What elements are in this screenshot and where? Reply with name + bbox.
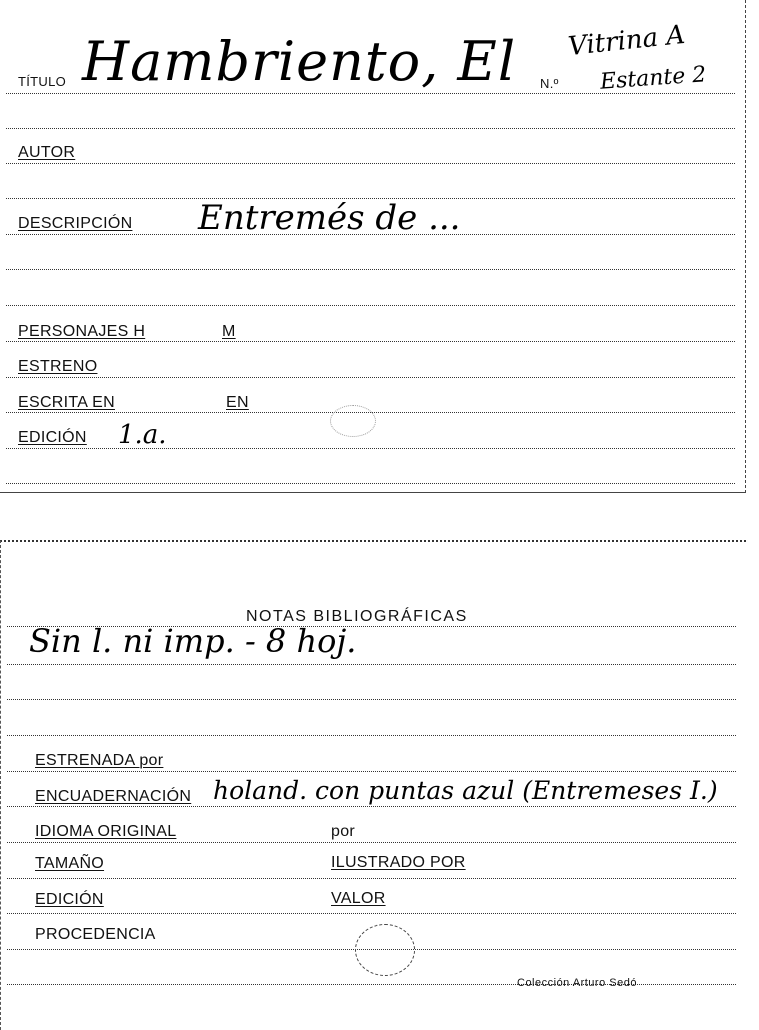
label-edicion-back: EDICIÓN xyxy=(35,891,104,908)
label-descripcion: DESCRIPCIÓN xyxy=(18,215,133,232)
collection-footer: Colección Arturo Sedó xyxy=(517,977,637,989)
ruled-line xyxy=(7,664,736,665)
label-idioma-original: IDIOMA ORIGINAL xyxy=(35,823,177,840)
library-stamp xyxy=(355,924,415,976)
label-edicion-front: EDICIÓN xyxy=(18,429,87,446)
notas-heading: NOTAS BIBLIOGRÁFICAS xyxy=(246,608,468,625)
label-ilustrado-por: ILUSTRADO POR xyxy=(331,854,466,871)
label-por: por xyxy=(331,823,356,840)
handwritten-vitrina: Vitrina A xyxy=(566,19,687,63)
label-tamano: TAMAÑO xyxy=(35,855,105,872)
ruled-line xyxy=(6,305,735,306)
ruled-line xyxy=(6,93,735,94)
label-autor: AUTOR xyxy=(18,144,76,161)
label-numero: N.º xyxy=(540,76,559,91)
label-estrenada-por: ESTRENADA por xyxy=(35,752,164,769)
catalog-card-back xyxy=(0,540,746,1030)
ruled-line xyxy=(7,913,736,914)
ruled-line xyxy=(7,806,736,807)
label-valor: VALOR xyxy=(331,890,386,907)
ruled-line xyxy=(6,448,735,449)
label-personajes-m: M xyxy=(222,323,236,340)
ruled-line xyxy=(7,699,736,700)
handwritten-titulo: Hambriento, El xyxy=(82,30,517,93)
label-estreno: ESTRENO xyxy=(18,358,98,375)
label-personajes-h: PERSONAJES H xyxy=(18,323,146,340)
ruled-line xyxy=(6,269,735,270)
ruled-line xyxy=(6,163,735,164)
ruled-line xyxy=(6,341,735,342)
ruled-line xyxy=(6,128,735,129)
ruled-line xyxy=(7,771,736,772)
label-procedencia: PROCEDENCIA xyxy=(35,926,156,943)
ruled-line xyxy=(7,735,736,736)
handwritten-descripcion: Entremés de ... xyxy=(198,198,461,238)
handwritten-encuadernacion: holand. con puntas azul (Entremeses I.) xyxy=(213,776,718,805)
label-titulo: TÍTULO xyxy=(18,74,67,89)
handwritten-notas: Sin l. ni imp. - 8 hoj. xyxy=(29,622,357,660)
handwritten-edicion: 1.a. xyxy=(118,420,167,450)
stamp-smudge xyxy=(330,405,376,437)
ruled-line xyxy=(7,878,736,879)
catalog-card-front xyxy=(0,0,746,493)
handwritten-estante: Estante 2 xyxy=(599,62,708,95)
label-escrita-en: ESCRITA EN xyxy=(18,394,115,411)
label-escrita-en-2: EN xyxy=(226,394,249,411)
ruled-line xyxy=(6,483,735,484)
ruled-line xyxy=(6,377,735,378)
label-encuadernacion: ENCUADERNACIÓN xyxy=(35,788,192,805)
ruled-line xyxy=(7,842,736,843)
